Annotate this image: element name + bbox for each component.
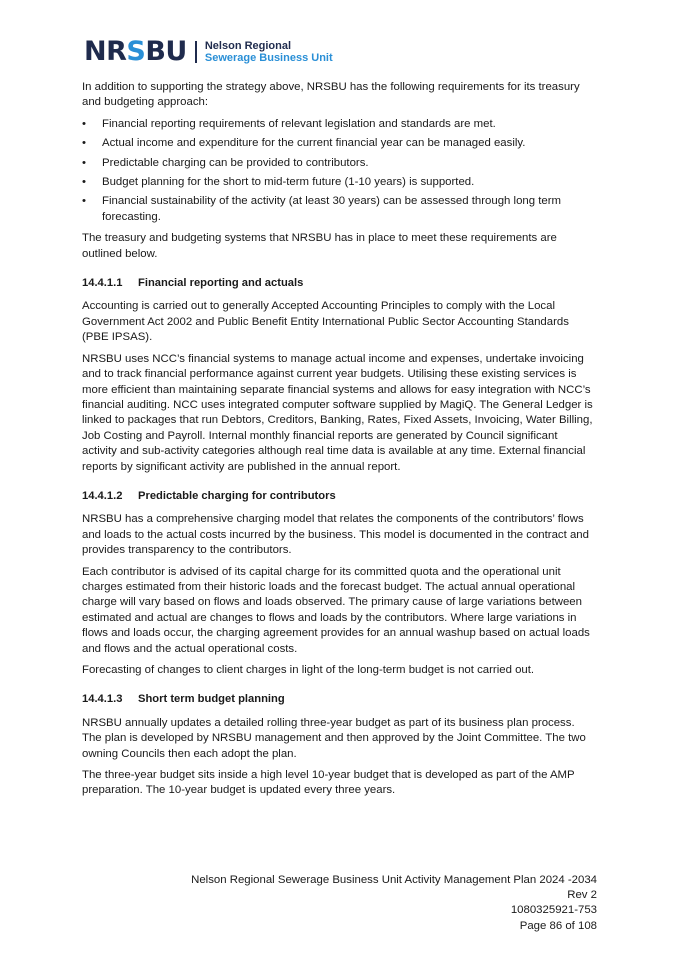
page-body	[82, 80, 594, 805]
section-heading	[82, 489, 594, 504]
org-name-line1: Nelson Regional	[204, 40, 292, 52]
section-title: Short term budget planning	[138, 693, 285, 706]
body-paragraph: Each contributor is advised of its capital charge for its committed quota and the operational unit charges estimated from their historic loads and the forecast budget. The actual annual operational charge will vary based on flows and loads observed. The primary cause of large variations between estimated and actual are changes to flows and loads by the contributors. Where large variations in flows and loads occur, the charging agreement provides for an annual washup based on actual loads and flows and the actual operational costs.	[82, 565, 590, 655]
list-item	[82, 194, 594, 225]
list-item	[82, 175, 594, 190]
list-item	[82, 136, 594, 151]
list-item-text: Actual income and expenditure for the current financial year can be managed easily.	[102, 137, 526, 150]
org-name-line2: Sewerage Business Unit	[204, 52, 333, 64]
section-number: 14.4.1.1	[82, 277, 123, 290]
logo-text-bu: BU	[145, 36, 187, 67]
organisation-name	[205, 40, 333, 64]
body-paragraph: The three-year budget sits inside a high level 10-year budget that is developed as part of the AMP preparation. The 10-year budget is updated every three years.	[82, 769, 575, 797]
section-heading	[82, 692, 594, 707]
page-header	[84, 38, 333, 66]
body-paragraph: NRSBU has a comprehensive charging model that relates the components of the contributors’ flows and loads to the actual costs incurred by the business. This model is documented in the contract and provides transparency to the contributors.	[82, 513, 589, 557]
bullet-icon: •	[82, 195, 86, 208]
list-item-text: Financial sustainability of the activity (at least 30 years) can be assessed through long term forecasting.	[102, 195, 562, 223]
logo-text-s: S	[126, 36, 146, 67]
footer-revision: Rev 2	[567, 889, 597, 902]
bullet-icon: •	[82, 137, 86, 150]
header-divider	[195, 41, 197, 63]
section-number: 14.4.1.3	[82, 693, 123, 706]
list-item	[82, 117, 594, 132]
section-heading	[82, 276, 594, 291]
logo-text-nr: NR	[84, 36, 127, 67]
intro-paragraph: In addition to supporting the strategy above, NRSBU has the following requirements for its treasury and budgeting approach:	[82, 81, 580, 109]
bullet-icon: •	[82, 176, 86, 189]
nrsbu-logo	[84, 38, 187, 66]
requirements-list	[82, 117, 594, 225]
section-title: Predictable charging for contributors	[138, 489, 336, 502]
body-paragraph: Forecasting of changes to client charges in light of the long-term budget is not carried out.	[82, 664, 535, 676]
body-paragraph: Accounting is carried out to generally Accepted Accounting Principles to comply with the Local Government Act 2002 and Public Benefit Entity International Public Sector Accounting Standards (PBE IPSAS).	[82, 300, 569, 344]
footer-document-id: 1080325921-753	[510, 904, 597, 917]
section-title: Financial reporting and actuals	[138, 277, 304, 290]
page-footer	[191, 873, 597, 934]
bullet-icon: •	[82, 156, 86, 169]
list-item-text: Financial reporting requirements of relevant legislation and standards are met.	[102, 117, 496, 130]
list-item	[82, 156, 594, 171]
footer-document-title: Nelson Regional Sewerage Business Unit Activity Management Plan 2024 -2034	[191, 874, 597, 886]
list-item-text: Budget planning for the short to mid-term future (1-10 years) is supported.	[102, 176, 475, 189]
footer-page-number: Page 86 of 108	[519, 919, 597, 932]
body-paragraph: NRSBU uses NCC’s financial systems to manage actual income and expenses, undertake invoicing and to track financial performance against current year budgets. Utilising these existing services is more efficient than maintaining separate financial systems and allows for easy integration with NCC’s financial auditing. NCC uses integrated computer software supplied by MagiQ. The General Ledger is linked to packages that run Debtors, Creditors, Banking, Rates, Fixed Assets, Invoicing, Water Billing, Job Costing and Payroll. Internal monthly financial reports are generated by Council significant activity and sub-activity categories although real time data is available at any time. External financial reports by significant activity are published in the annual report.	[82, 352, 593, 473]
bullet-icon: •	[82, 117, 86, 130]
body-paragraph: NRSBU annually updates a detailed rolling three-year budget as part of its business plan process. The plan is developed by NRSBU management and then approved by the Joint Committee. The two owning Councils then each adopt the plan.	[82, 716, 586, 760]
section-number: 14.4.1.2	[82, 489, 123, 502]
list-item-text: Predictable charging can be provided to contributors.	[102, 156, 369, 169]
systems-paragraph: The treasury and budgeting systems that NRSBU has in place to meet these requirements are outlined below.	[82, 232, 557, 260]
